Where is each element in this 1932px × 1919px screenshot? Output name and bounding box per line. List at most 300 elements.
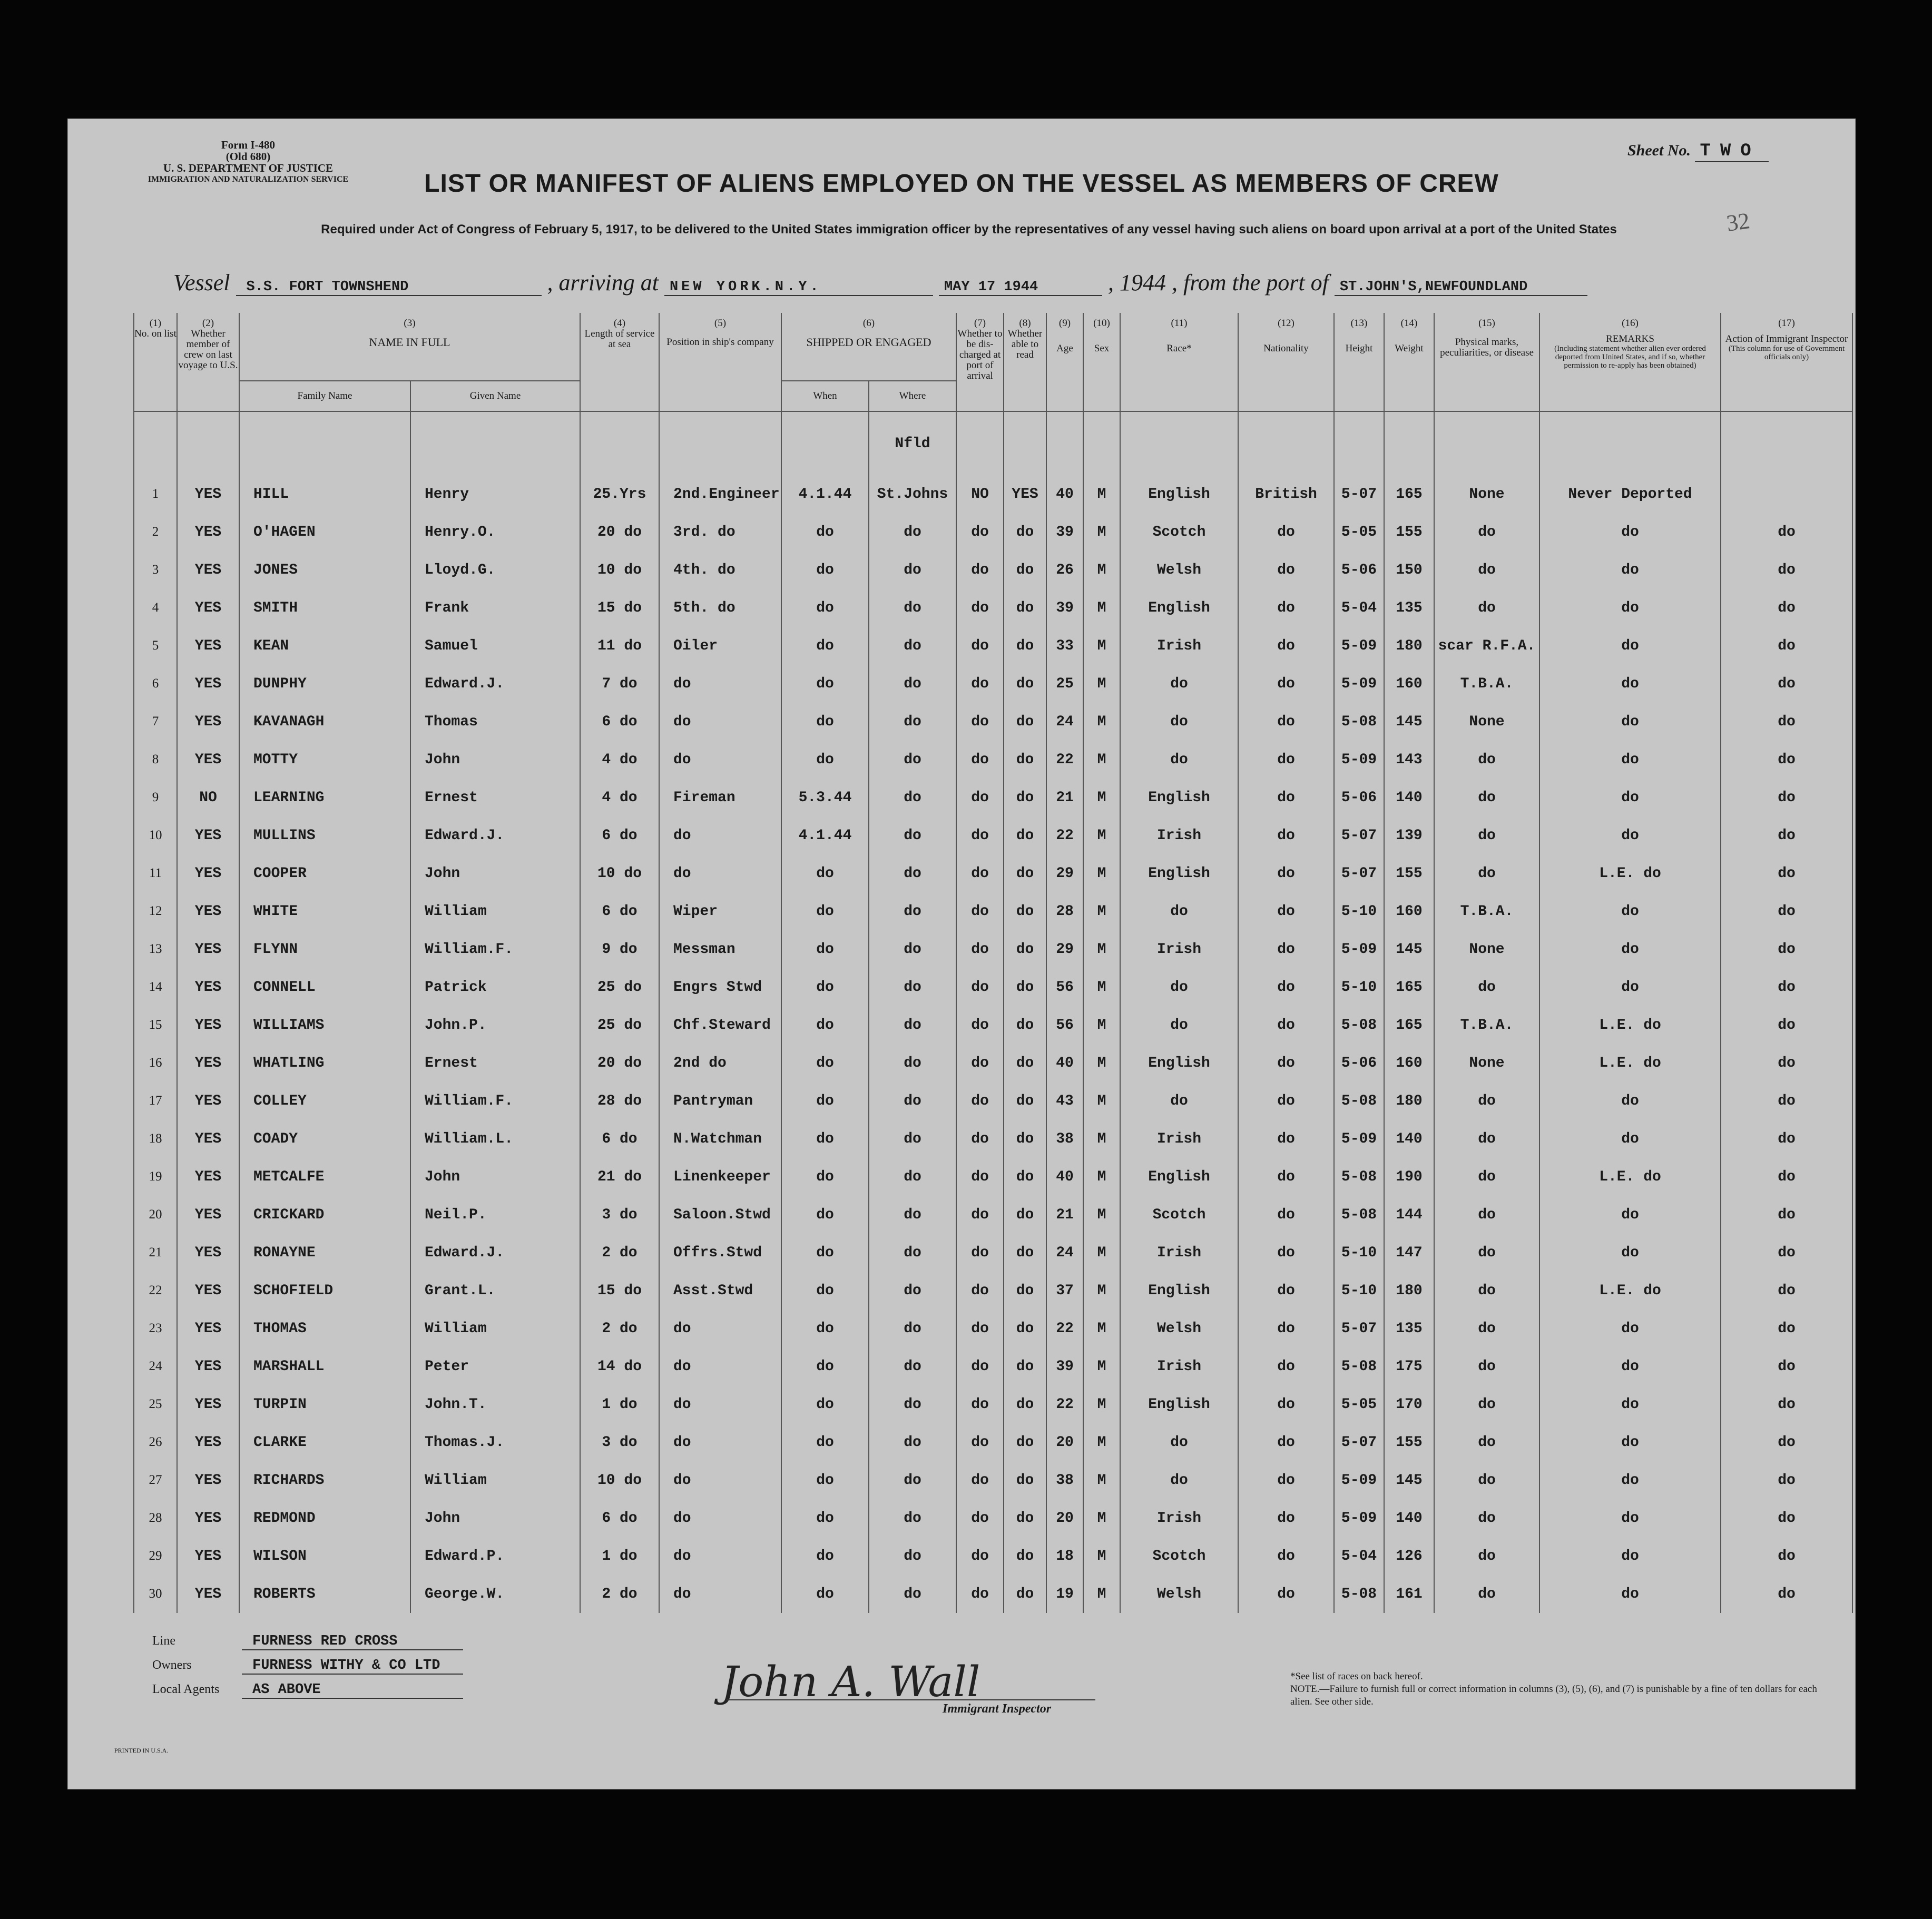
cell-service-length: 6 do: [580, 1120, 659, 1158]
cell-physical-marks: do: [1434, 816, 1539, 854]
cell-service-length: 20 do: [580, 513, 659, 551]
table-row: [134, 1234, 1852, 1272]
table-row: [134, 892, 1852, 930]
cell-age: 22: [1046, 1310, 1083, 1347]
cell-able-to-read: do: [1004, 1272, 1046, 1310]
cell-sex: M: [1083, 1537, 1120, 1575]
col-header-where: Where: [869, 381, 956, 411]
cell-service-length: 2 do: [580, 1575, 659, 1613]
cell-age: 28: [1046, 892, 1083, 930]
cell-shipped-when: do: [781, 930, 869, 968]
cell-age: 24: [1046, 703, 1083, 741]
cell-shipped-where: do: [869, 1082, 956, 1120]
cell-position: Asst.Stwd: [659, 1272, 781, 1310]
cell-remarks: do: [1539, 1347, 1721, 1385]
cell-shipped-where: do: [869, 1234, 956, 1272]
cell-able-to-read: do: [1004, 816, 1046, 854]
cell-given-name: Samuel: [410, 627, 580, 665]
cell-height: 5-08: [1334, 1347, 1384, 1385]
cell-shipped-when: do: [781, 1385, 869, 1423]
cell-height: 5-08: [1334, 1158, 1384, 1196]
cell-race: do: [1120, 892, 1238, 930]
cell-service-length: 6 do: [580, 1499, 659, 1537]
cell-height: 5-09: [1334, 627, 1384, 665]
cell-given-name: John: [410, 741, 580, 779]
cell-race: do: [1120, 968, 1238, 1006]
cell-inspector-action: do: [1721, 1575, 1852, 1613]
cell-age: 22: [1046, 741, 1083, 779]
cell-remarks: do: [1539, 1575, 1721, 1613]
cell-discharged: do: [956, 1499, 1004, 1537]
cell-inspector-action: do: [1721, 665, 1852, 703]
cell-inspector-action: do: [1721, 1044, 1852, 1082]
cell-physical-marks: None: [1434, 703, 1539, 741]
cell-height: 5-10: [1334, 1234, 1384, 1272]
cell-sex: M: [1083, 816, 1120, 854]
cell-row-number: 15: [134, 1006, 177, 1044]
cell-remarks: do: [1539, 703, 1721, 741]
cell-service-length: 10 do: [580, 854, 659, 892]
cell-discharged: do: [956, 930, 1004, 968]
cell-weight: 160: [1384, 665, 1434, 703]
cell-position: do: [659, 854, 781, 892]
col-header-name: (3) NAME IN FULL: [239, 313, 580, 381]
sheet-number-value: TWO: [1695, 141, 1769, 162]
cell-weight: 180: [1384, 1272, 1434, 1310]
cell-remarks: do: [1539, 1537, 1721, 1575]
cell-physical-marks: do: [1434, 1158, 1539, 1196]
cell-weight: 155: [1384, 513, 1434, 551]
pre-row-note: Nfld: [869, 411, 956, 475]
cell-given-name: Patrick: [410, 968, 580, 1006]
cell-given-name: Thomas: [410, 703, 580, 741]
cell-inspector-action: do: [1721, 1006, 1852, 1044]
table-row: [134, 1499, 1852, 1537]
cell-nationality: do: [1238, 665, 1334, 703]
cell-race: English: [1120, 1385, 1238, 1423]
cell-discharged: do: [956, 816, 1004, 854]
cell-family-name: THOMAS: [239, 1310, 410, 1347]
cell-sex: M: [1083, 1082, 1120, 1120]
col-header-weight: (14) Weight: [1384, 313, 1434, 411]
stamp-number: 32: [1724, 208, 1752, 237]
cell-shipped-where: do: [869, 1158, 956, 1196]
cell-inspector-action: do: [1721, 741, 1852, 779]
cell-height: 5-05: [1334, 1385, 1384, 1423]
cell-service-length: 14 do: [580, 1347, 659, 1385]
table-row: [134, 1461, 1852, 1499]
cell-height: 5-07: [1334, 475, 1384, 513]
cell-row-number: 26: [134, 1423, 177, 1461]
cell-position: Offrs.Stwd: [659, 1234, 781, 1272]
cell-service-length: 10 do: [580, 551, 659, 589]
cell-service-length: 4 do: [580, 779, 659, 816]
cell-family-name: CONNELL: [239, 968, 410, 1006]
cell-last-voyage: YES: [177, 1158, 239, 1196]
cell-discharged: do: [956, 1082, 1004, 1120]
cell-age: 26: [1046, 551, 1083, 589]
cell-shipped-where: do: [869, 779, 956, 816]
cell-able-to-read: do: [1004, 968, 1046, 1006]
line-name: FURNESS RED CROSS: [242, 1633, 463, 1650]
cell-age: 38: [1046, 1461, 1083, 1499]
cell-height: 5-10: [1334, 968, 1384, 1006]
sheet-number-label: Sheet No.: [1627, 142, 1691, 159]
cell-inspector-action: do: [1721, 589, 1852, 627]
cell-inspector-action: do: [1721, 551, 1852, 589]
cell-race: do: [1120, 703, 1238, 741]
cell-inspector-action: do: [1721, 1272, 1852, 1310]
cell-nationality: do: [1238, 1461, 1334, 1499]
cell-service-length: 2 do: [580, 1310, 659, 1347]
cell-remarks: do: [1539, 1385, 1721, 1423]
cell-able-to-read: do: [1004, 854, 1046, 892]
cell-nationality: do: [1238, 854, 1334, 892]
table-row: [134, 589, 1852, 627]
cell-shipped-where: do: [869, 854, 956, 892]
cell-position: do: [659, 1423, 781, 1461]
cell-row-number: 29: [134, 1537, 177, 1575]
cell-height: 5-09: [1334, 1120, 1384, 1158]
cell-able-to-read: do: [1004, 1575, 1046, 1613]
cell-service-length: 2 do: [580, 1234, 659, 1272]
cell-inspector-action: do: [1721, 1196, 1852, 1234]
cell-race: Irish: [1120, 816, 1238, 854]
cell-last-voyage: YES: [177, 703, 239, 741]
cell-shipped-when: do: [781, 551, 869, 589]
cell-last-voyage: YES: [177, 1575, 239, 1613]
cell-row-number: 28: [134, 1499, 177, 1537]
cell-given-name: Grant.L.: [410, 1272, 580, 1310]
cell-race: do: [1120, 741, 1238, 779]
cell-weight: 135: [1384, 1310, 1434, 1347]
cell-family-name: MOTTY: [239, 741, 410, 779]
cell-inspector-action: do: [1721, 1082, 1852, 1120]
cell-service-length: 25 do: [580, 968, 659, 1006]
cell-weight: 161: [1384, 1575, 1434, 1613]
cell-family-name: MULLINS: [239, 816, 410, 854]
cell-able-to-read: do: [1004, 1196, 1046, 1234]
cell-able-to-read: do: [1004, 589, 1046, 627]
cell-row-number: 10: [134, 816, 177, 854]
cell-physical-marks: do: [1434, 1347, 1539, 1385]
header-row: [134, 313, 1852, 381]
cell-shipped-where: do: [869, 1310, 956, 1347]
cell-discharged: do: [956, 1575, 1004, 1613]
cell-race: Irish: [1120, 930, 1238, 968]
cell-row-number: 25: [134, 1385, 177, 1423]
col-header-read: (8) Whether able to read: [1004, 313, 1046, 411]
cell-last-voyage: YES: [177, 1310, 239, 1347]
cell-nationality: do: [1238, 703, 1334, 741]
cell-given-name: John: [410, 1158, 580, 1196]
cell-physical-marks: do: [1434, 1120, 1539, 1158]
cell-shipped-when: do: [781, 1196, 869, 1234]
cell-family-name: LEARNING: [239, 779, 410, 816]
cell-family-name: JONES: [239, 551, 410, 589]
cell-row-number: 23: [134, 1310, 177, 1347]
cell-weight: 170: [1384, 1385, 1434, 1423]
table-row: [134, 1082, 1852, 1120]
cell-discharged: do: [956, 1120, 1004, 1158]
cell-age: 40: [1046, 1158, 1083, 1196]
cell-remarks: Never Deported: [1539, 475, 1721, 513]
cell-able-to-read: do: [1004, 627, 1046, 665]
cell-nationality: do: [1238, 779, 1334, 816]
cell-row-number: 30: [134, 1575, 177, 1613]
cell-age: 39: [1046, 513, 1083, 551]
cell-race: English: [1120, 589, 1238, 627]
cell-given-name: Thomas.J.: [410, 1423, 580, 1461]
cell-physical-marks: do: [1434, 1196, 1539, 1234]
cell-last-voyage: YES: [177, 1499, 239, 1537]
cell-inspector-action: do: [1721, 513, 1852, 551]
cell-remarks: do: [1539, 1461, 1721, 1499]
cell-sex: M: [1083, 779, 1120, 816]
cell-remarks: do: [1539, 816, 1721, 854]
cell-physical-marks: do: [1434, 968, 1539, 1006]
cell-nationality: do: [1238, 1347, 1334, 1385]
cell-position: do: [659, 703, 781, 741]
fine-note: NOTE.—Failure to furnish full or correct information in columns (3), (5), (6), and (7) is punishable by a fine of ten dollars for each alien. See other side.: [1290, 1684, 1817, 1707]
cell-service-length: 1 do: [580, 1537, 659, 1575]
cell-able-to-read: do: [1004, 892, 1046, 930]
cell-row-number: 19: [134, 1158, 177, 1196]
cell-race: do: [1120, 1461, 1238, 1499]
vessel-line: [173, 269, 1587, 296]
cell-inspector-action: do: [1721, 1499, 1852, 1537]
cell-height: 5-09: [1334, 1499, 1384, 1537]
cell-shipped-when: 5.3.44: [781, 779, 869, 816]
cell-service-length: 6 do: [580, 892, 659, 930]
cell-family-name: WHITE: [239, 892, 410, 930]
cell-remarks: do: [1539, 741, 1721, 779]
cell-shipped-when: do: [781, 1120, 869, 1158]
cell-height: 5-10: [1334, 1272, 1384, 1310]
cell-able-to-read: do: [1004, 1423, 1046, 1461]
cell-service-length: 7 do: [580, 665, 659, 703]
cell-race: Irish: [1120, 627, 1238, 665]
cell-age: 56: [1046, 1006, 1083, 1044]
cell-shipped-when: do: [781, 589, 869, 627]
cell-inspector-action: do: [1721, 1385, 1852, 1423]
cell-shipped-when: 4.1.44: [781, 475, 869, 513]
cell-physical-marks: do: [1434, 1461, 1539, 1499]
cell-able-to-read: do: [1004, 1385, 1046, 1423]
cell-family-name: WHATLING: [239, 1044, 410, 1082]
cell-row-number: 7: [134, 703, 177, 741]
cell-service-length: 15 do: [580, 589, 659, 627]
cell-family-name: RONAYNE: [239, 1234, 410, 1272]
cell-shipped-where: do: [869, 741, 956, 779]
cell-sex: M: [1083, 703, 1120, 741]
cell-physical-marks: do: [1434, 1575, 1539, 1613]
cell-discharged: do: [956, 892, 1004, 930]
cell-service-length: 11 do: [580, 627, 659, 665]
cell-inspector-action: do: [1721, 1347, 1852, 1385]
table-row: [134, 627, 1852, 665]
footer-fields: [152, 1633, 463, 1706]
cell-family-name: METCALFE: [239, 1158, 410, 1196]
cell-sex: M: [1083, 589, 1120, 627]
cell-weight: 143: [1384, 741, 1434, 779]
cell-service-length: 15 do: [580, 1272, 659, 1310]
cell-sex: M: [1083, 1575, 1120, 1613]
table-row: [134, 665, 1852, 703]
cell-physical-marks: do: [1434, 1385, 1539, 1423]
cell-given-name: Henry.O.: [410, 513, 580, 551]
cell-age: 43: [1046, 1082, 1083, 1120]
cell-discharged: do: [956, 589, 1004, 627]
col-header-race: (11) Race*: [1120, 313, 1238, 411]
cell-physical-marks: do: [1434, 1082, 1539, 1120]
cell-given-name: John: [410, 1499, 580, 1537]
cell-last-voyage: YES: [177, 1120, 239, 1158]
cell-family-name: O'HAGEN: [239, 513, 410, 551]
cell-position: do: [659, 1575, 781, 1613]
cell-position: Fireman: [659, 779, 781, 816]
cell-position: do: [659, 665, 781, 703]
cell-row-number: 18: [134, 1120, 177, 1158]
cell-shipped-where: do: [869, 816, 956, 854]
service-name: IMMIGRATION AND NATURALIZATION SERVICE: [148, 175, 349, 184]
cell-family-name: COOPER: [239, 854, 410, 892]
cell-shipped-where: do: [869, 627, 956, 665]
cell-inspector-action: [1721, 475, 1852, 513]
cell-last-voyage: YES: [177, 551, 239, 589]
cell-nationality: do: [1238, 1423, 1334, 1461]
cell-remarks: do: [1539, 665, 1721, 703]
cell-row-number: 8: [134, 741, 177, 779]
cell-physical-marks: do: [1434, 589, 1539, 627]
cell-family-name: KEAN: [239, 627, 410, 665]
from-port-label: , from the port of: [1171, 270, 1329, 296]
cell-age: 20: [1046, 1499, 1083, 1537]
table-row: [134, 1006, 1852, 1044]
cell-last-voyage: NO: [177, 779, 239, 816]
cell-discharged: do: [956, 1423, 1004, 1461]
cell-race: Scotch: [1120, 1537, 1238, 1575]
cell-position: Linenkeeper: [659, 1158, 781, 1196]
cell-shipped-when: do: [781, 627, 869, 665]
cell-family-name: KAVANAGH: [239, 703, 410, 741]
cell-age: 24: [1046, 1234, 1083, 1272]
cell-physical-marks: do: [1434, 1499, 1539, 1537]
cell-age: 37: [1046, 1272, 1083, 1310]
cell-last-voyage: YES: [177, 589, 239, 627]
cell-sex: M: [1083, 1158, 1120, 1196]
cell-last-voyage: YES: [177, 1082, 239, 1120]
cell-service-length: 21 do: [580, 1158, 659, 1196]
cell-given-name: William: [410, 1310, 580, 1347]
cell-shipped-where: do: [869, 968, 956, 1006]
cell-family-name: COADY: [239, 1120, 410, 1158]
manifest-sheet: [67, 119, 1856, 1789]
cell-shipped-where: do: [869, 1499, 956, 1537]
cell-discharged: do: [956, 1196, 1004, 1234]
cell-last-voyage: YES: [177, 1461, 239, 1499]
col-header-action: (17) Action of Immigrant Inspector (This column for use of Government officials only): [1721, 313, 1852, 411]
cell-discharged: do: [956, 703, 1004, 741]
cell-position: N.Watchman: [659, 1120, 781, 1158]
col-header-marks: (15) Physical marks, peculiarities, or disease: [1434, 313, 1539, 411]
cell-race: Irish: [1120, 1347, 1238, 1385]
cell-service-length: 25.Yrs: [580, 475, 659, 513]
cell-sex: M: [1083, 854, 1120, 892]
cell-service-length: 20 do: [580, 1044, 659, 1082]
cell-able-to-read: do: [1004, 1537, 1046, 1575]
cell-remarks: do: [1539, 930, 1721, 968]
cell-sex: M: [1083, 741, 1120, 779]
cell-last-voyage: YES: [177, 1347, 239, 1385]
col-header-shipped: (6) SHIPPED OR ENGAGED: [781, 313, 956, 381]
crew-manifest-table: [133, 313, 1853, 1613]
arriving-label: , arriving at: [547, 270, 659, 296]
cell-position: 2nd.Engineer: [659, 475, 781, 513]
cell-weight: 165: [1384, 1006, 1434, 1044]
cell-last-voyage: YES: [177, 968, 239, 1006]
cell-position: do: [659, 1385, 781, 1423]
cell-family-name: WILSON: [239, 1537, 410, 1575]
cell-able-to-read: do: [1004, 1120, 1046, 1158]
cell-discharged: do: [956, 779, 1004, 816]
cell-race: do: [1120, 1423, 1238, 1461]
cell-age: 21: [1046, 779, 1083, 816]
cell-physical-marks: do: [1434, 551, 1539, 589]
cell-given-name: George.W.: [410, 1575, 580, 1613]
cell-given-name: William: [410, 1461, 580, 1499]
col-header-age: (9) Age: [1046, 313, 1083, 411]
cell-remarks: do: [1539, 513, 1721, 551]
cell-last-voyage: YES: [177, 475, 239, 513]
cell-service-length: 3 do: [580, 1423, 659, 1461]
cell-last-voyage: YES: [177, 513, 239, 551]
cell-remarks: do: [1539, 627, 1721, 665]
cell-remarks: do: [1539, 551, 1721, 589]
cell-age: 25: [1046, 665, 1083, 703]
cell-able-to-read: do: [1004, 1347, 1046, 1385]
cell-nationality: do: [1238, 892, 1334, 930]
cell-given-name: William.L.: [410, 1120, 580, 1158]
page-subtitle: Required under Act of Congress of February 5, 1917, to be delivered to the United States immigration officer by the representatives of any vessel having such aliens on board upon arrival at a port of the United States: [321, 222, 1617, 237]
cell-position: do: [659, 1310, 781, 1347]
cell-shipped-where: do: [869, 1196, 956, 1234]
cell-race: English: [1120, 779, 1238, 816]
cell-race: Irish: [1120, 1499, 1238, 1537]
cell-nationality: British: [1238, 475, 1334, 513]
cell-discharged: do: [956, 665, 1004, 703]
cell-row-number: 20: [134, 1196, 177, 1234]
cell-nationality: do: [1238, 816, 1334, 854]
cell-able-to-read: do: [1004, 930, 1046, 968]
cell-shipped-where: do: [869, 665, 956, 703]
cell-age: 19: [1046, 1575, 1083, 1613]
cell-given-name: Frank: [410, 589, 580, 627]
cell-race: Irish: [1120, 1234, 1238, 1272]
cell-last-voyage: YES: [177, 816, 239, 854]
cell-position: 5th. do: [659, 589, 781, 627]
cell-shipped-when: do: [781, 1575, 869, 1613]
cell-height: 5-07: [1334, 854, 1384, 892]
cell-age: 38: [1046, 1120, 1083, 1158]
cell-physical-marks: scar R.F.A.: [1434, 627, 1539, 665]
cell-sex: M: [1083, 892, 1120, 930]
cell-race: English: [1120, 1272, 1238, 1310]
cell-remarks: do: [1539, 1120, 1721, 1158]
cell-position: do: [659, 1499, 781, 1537]
cell-age: 21: [1046, 1196, 1083, 1234]
cell-physical-marks: None: [1434, 475, 1539, 513]
